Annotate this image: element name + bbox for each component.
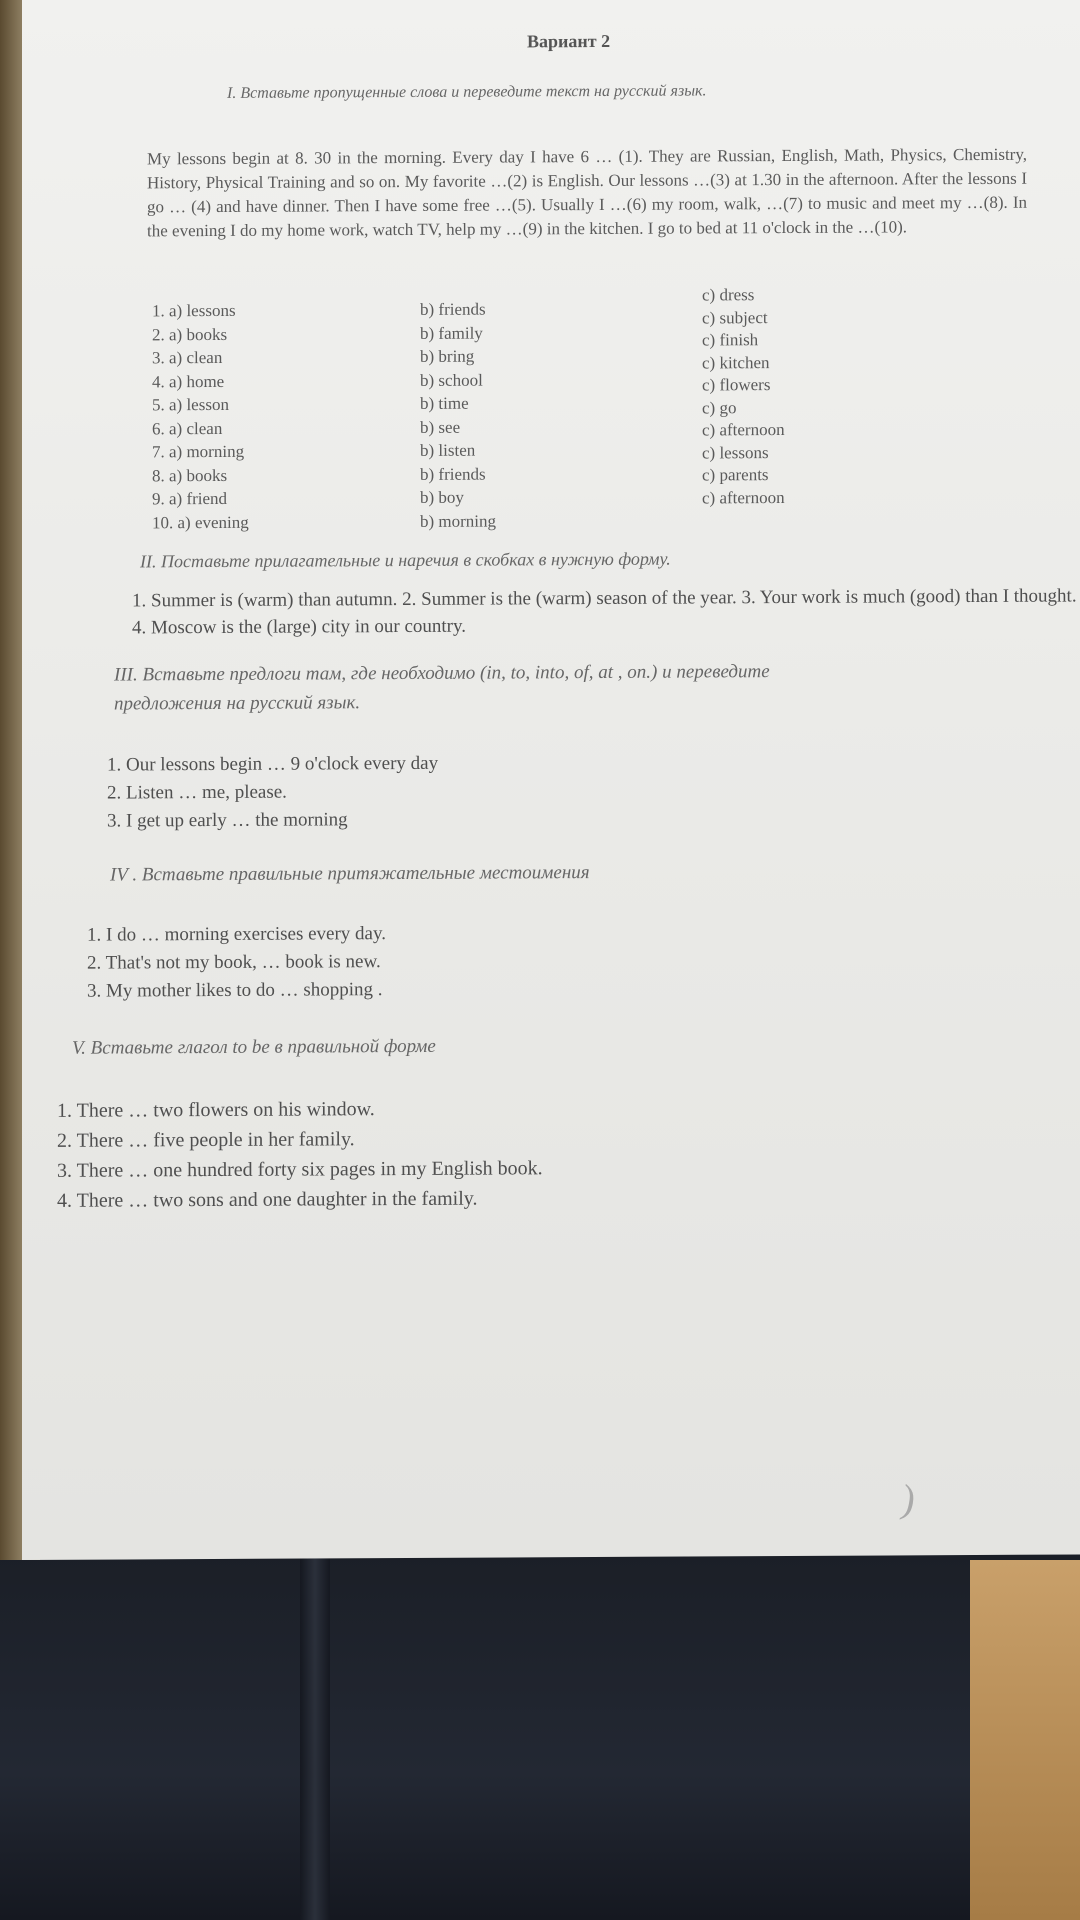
variant-title: Вариант 2	[527, 30, 611, 52]
choice-c: c) afternoon	[702, 420, 785, 440]
task1-choices	[152, 285, 912, 539]
task5-item: 4. There … two sons and one daughter in the family.	[57, 1187, 478, 1212]
choice-b: b) morning	[420, 511, 497, 531]
choice-c: c) afternoon	[702, 487, 785, 507]
task4-item: 1. I do … morning exercises every day.	[87, 923, 386, 946]
task5-items	[57, 1093, 543, 1216]
task1-heading: I. Вставьте пропущенные слова и переведите текст на русский язык.	[227, 82, 707, 102]
choice-a: 3. a) clean	[152, 347, 223, 368]
choices-column-b	[420, 298, 496, 533]
choice-a: 10. a) evening	[152, 512, 249, 532]
pencil-mark: )	[898, 1475, 920, 1523]
task5-item: 3. There … one hundred forty six pages in my English book.	[57, 1157, 543, 1182]
task3-item: 1. Our lessons begin … 9 o'clock every day	[107, 752, 439, 776]
task5-heading: V. Вставьте глагол to be в правильной форме	[72, 1035, 436, 1059]
task3-heading-line2: предложения на русский язык.	[114, 692, 361, 715]
task3-item: 2. Listen … me, please.	[107, 781, 287, 804]
task2-heading: II. Поставьте прилагательные и наречия в скобках в нужную форму.	[140, 548, 671, 572]
task4-item: 2. That's not my book, … book is new.	[87, 951, 381, 974]
choice-c: c) go	[702, 397, 737, 417]
task5-item: 1. There … two flowers on his window.	[57, 1098, 375, 1122]
choice-b: b) bring	[420, 346, 475, 366]
choice-a: 4. a) home	[152, 371, 225, 391]
choice-a: 8. a) books	[152, 465, 228, 485]
choice-c: c) lessons	[702, 442, 769, 462]
choice-b: b) see	[420, 417, 461, 437]
table-surface	[970, 1560, 1080, 1920]
choice-c: c) flowers	[702, 375, 771, 395]
choice-b: b) time	[420, 393, 469, 413]
task4-item: 3. My mother likes to do … shopping .	[87, 979, 383, 1002]
choice-c: c) subject	[702, 307, 768, 327]
task2-text: 1. Summer is (warm) than autumn. 2. Summer is the (warm) season of the year. 3. Your work is much (good) than I thought. 4. Moscow is the (large) city in our country.	[132, 585, 1077, 639]
choice-a: 5. a) lesson	[152, 394, 229, 415]
choice-a: 1. a) lessons	[152, 300, 236, 321]
task4-heading: IV . Вставьте правильные притяжательные местоимения	[110, 862, 590, 886]
choice-b: b) friends	[420, 464, 486, 484]
choice-c: c) dress	[702, 285, 755, 305]
choice-c: c) parents	[702, 465, 769, 485]
choice-b: b) listen	[420, 440, 476, 460]
choice-b: b) family	[420, 323, 483, 343]
choice-c: c) finish	[702, 330, 759, 350]
task3-heading-line1: III. Вставьте предлоги там, где необходимо (in, to, into, of, at , on.) и переведите	[114, 661, 770, 686]
choices-column-c	[702, 284, 785, 509]
choice-a: 6. a) clean	[152, 418, 223, 438]
task5-item: 2. There … five people in her family.	[57, 1128, 355, 1152]
choice-b: b) friends	[420, 299, 486, 319]
task1-text: My lessons begin at 8. 30 in the morning. Every day I have 6 … (1). They are Russian, English, Math, Physics, Chemistry, History, Physical Training and so on. My favorite …(2) is English. Our lessons …(3) at 1.30 in the afternoon. After the lessons I go … (4) and have dinner. Then I have some free …(5). Usually I …(6) my room, walk, …(7) to music and meet my …(8). In the evening I do my home work, watch TV, help my …(9) in the kitchen. I go to bed at 11 o'clock in the …(10).	[147, 144, 1027, 241]
choice-c: c) kitchen	[702, 352, 770, 372]
task4-items	[87, 920, 386, 1006]
fabric-fold	[300, 1555, 330, 1920]
task3-items	[107, 750, 438, 836]
choice-b: b) boy	[420, 487, 464, 507]
task3-item: 3. I get up early … the morning	[107, 809, 348, 832]
choice-a: 2. a) books	[152, 324, 228, 344]
worksheet-paper	[22, 0, 1080, 1560]
choice-b: b) school	[420, 370, 483, 390]
choice-a: 7. a) morning	[152, 441, 245, 462]
dark-fabric-background	[0, 1555, 980, 1920]
choice-a: 9. a) friend	[152, 488, 228, 509]
choices-column-a	[152, 299, 249, 535]
